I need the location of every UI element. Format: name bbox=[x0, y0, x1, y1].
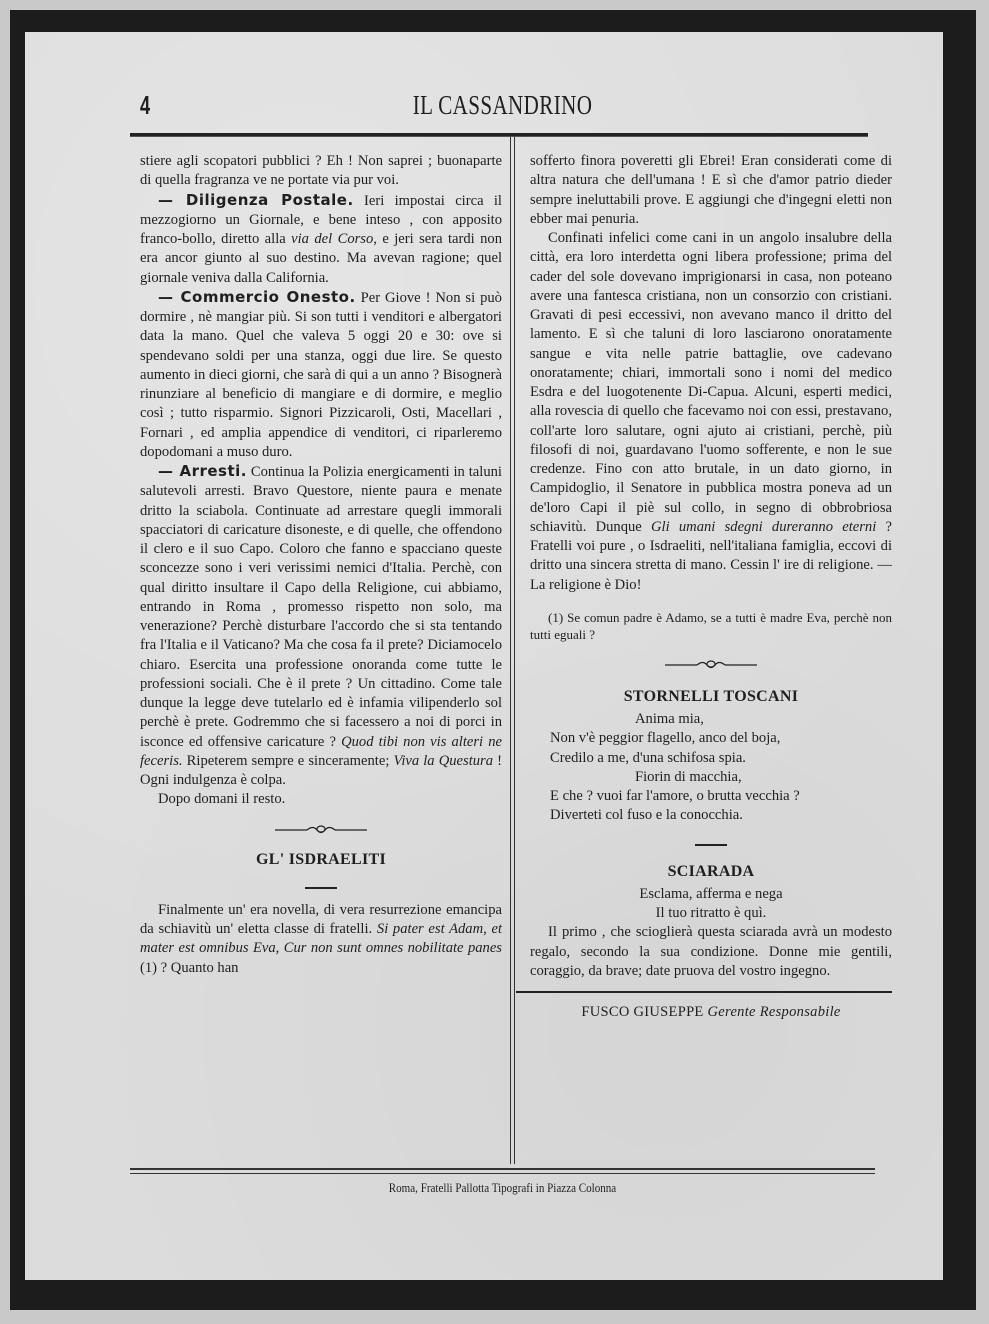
article-diligenza-postale bbox=[140, 191, 502, 288]
newspaper-title: IL CASSANDRINO bbox=[412, 90, 593, 120]
printer-imprint: Roma, Fratelli Pallotta Tipografi in Piazza Colonna bbox=[388, 1180, 617, 1195]
section-rule bbox=[695, 844, 727, 846]
riddle-line: Il tuo ritratto è quì. bbox=[655, 905, 767, 921]
right-column bbox=[530, 152, 892, 1022]
manager-role: Gerente Responsabile bbox=[707, 1003, 841, 1020]
poem-stornelli bbox=[530, 710, 892, 826]
footnote-text: (1) Se comun padre è Adamo, se a tutti è madre Eva, perchè non tutti eguali ? bbox=[530, 609, 892, 642]
title-rule bbox=[305, 887, 337, 889]
rubric-diligenza: — Diligenza Postale. bbox=[158, 190, 354, 209]
article-text: Per Giove ! Non si può dormire , nè mangiar più. Si son tutti i venditori e albergatori data la mano. Quel che valeva 5 oggi 20 e 30: ove si spendevano soldi per una stanza, oggi due lire. Se questo aumento in dieci giorni, che sarà di qui a un anno ? Bisognerà rinunziare al beneficio di mangiare e di dormire, e meglio così ; tutto risparmio. Signori Pizzicaroli, Osti, Macellari , Fornari , ed amplia appendice di venditori, ci riparleremo dopodomani a muso duro. bbox=[140, 289, 502, 460]
article-text: (1) ? Quanto han bbox=[140, 959, 239, 976]
poem-line: E che ? vuoi far l'amore, o brutta vecchia ? bbox=[550, 788, 800, 804]
italic-text: Viva la Questura bbox=[393, 752, 494, 769]
poem-line: Fiorin di macchia, bbox=[635, 768, 742, 785]
page-number: 4 bbox=[140, 90, 151, 120]
italic-text: Gli umani sdegni dureranno eterni bbox=[651, 518, 877, 535]
isdraeliti-continuation: sofferto finora poveretti gli Ebrei! Eran considerati come di altra natura che dell'umana ! E sì che d'amor patrio dieder sempre ineluttabili prove. E aggiungi che d'ingegni eletti non ebber mai penuria. bbox=[530, 153, 892, 227]
rubric-arresti: — Arresti. bbox=[158, 462, 247, 480]
article-text: ? Fratelli voi pure , o Isdraeliti, nell'italiana famiglia, eccovi di dritto una sincera stretta di mano. Cessin l' ire di religione. — La religione è Dio! bbox=[530, 518, 892, 593]
footnote bbox=[530, 609, 892, 643]
italic-text: Si pater est Adam, et mater est omnibus Eva, Cur non sunt omnes nobilitate panes bbox=[140, 921, 502, 957]
article-isdraeliti bbox=[140, 901, 502, 978]
ornament-divider bbox=[273, 822, 369, 836]
section-title-sciarada: SCIARADA bbox=[667, 862, 755, 880]
article-arresti bbox=[140, 462, 502, 790]
poem-line: Diverteti col fuso e la conocchia. bbox=[550, 807, 743, 824]
article-text: Finalmente un' era novella, di vera resurrezione emancipa da schiavitù un' eletta classe di fratelli. bbox=[140, 901, 502, 937]
article-text: Ripeterem sempre e sinceramente; bbox=[182, 752, 394, 769]
responsible-manager bbox=[530, 1003, 892, 1022]
poem-line: Anima mia, bbox=[635, 711, 704, 727]
poem-line: Credilo a me, d'una schifosa spia. bbox=[550, 749, 746, 766]
gerente-rule bbox=[516, 991, 892, 993]
manager-name: FUSCO GIUSEPPE bbox=[581, 1003, 704, 1020]
section-title-stornelli: STORNELLI TOSCANI bbox=[623, 687, 799, 705]
article-text: ! Ogni indulgenza è colpa. bbox=[140, 752, 502, 788]
article-text: Ieri impostai circa il mezzogiorno un Giornale, e bene inteso , con apposito franco-bollo, diretto alla bbox=[140, 192, 502, 247]
italic-text: Quod tibi non vis alteri ne feceris. bbox=[140, 733, 502, 769]
article-commercio-onesto bbox=[140, 288, 502, 462]
footer-rule bbox=[130, 1168, 875, 1174]
closing-line: Dopo domani il resto. bbox=[158, 791, 286, 808]
poem-line: Non v'è peggior flagello, anco del boja, bbox=[550, 730, 781, 747]
masthead bbox=[140, 90, 865, 124]
riddle-text: Il primo , che scioglierà questa sciarada avrà un modesto regalo, secondo la sua condizione. Donne mie gentili, coraggio, da brave; date pruova del vostro ingegno. bbox=[530, 924, 892, 979]
left-column bbox=[140, 152, 502, 978]
article-text: Continua la Polizia energicamenti in taluni salutevoli arresti. Bravo Questore, niente paura e menate dritto la sciabola. Continuate ad arrestare quegli immorali spacciatori di caricature disoneste, e di quelle, che offendono il clero e il suo Capo. Coloro che fanno e spacciano queste sconcezze sono i veri verissimi nemici d'Italia. Perchè, con qual diritto insultare il Capo della Religione, cui abbiamo, entrando in Roma , promesso rispetto non solo, ma venerazione? Perchè disturbare l'accordo che si sta tentando fra l'Italia e il Vaticano? Ma che cosa fa il prete? Diciamocelo chiaro. Esercita una professione onoranda come tutte le professioni sociali. Che è il prete ? Un cittadino. Come tale dunque la legge deve tutelarlo ed è infamia vilipenderlo sol perchè è prete. Godremmo che si facessero a noi di porci in isconce ed offensive caricature ? bbox=[140, 464, 502, 750]
riddle-line: Esclama, afferma e nega bbox=[639, 885, 783, 902]
intro-paragraph: stiere agli scopatori pubblici ? Eh ! Non saprei ; buonaparte di quella fragranza ve ne portate via pur voi. bbox=[140, 153, 502, 189]
header-rule bbox=[130, 133, 868, 137]
italic-text: via del Corso bbox=[291, 231, 374, 247]
column-divider bbox=[510, 137, 515, 1164]
isdraeliti-paragraph bbox=[530, 229, 892, 595]
section-title-isdraeliti: GL' ISDRAELITI bbox=[255, 850, 387, 868]
article-text: , e jeri sera tardi non era ancor giunto al suo destino. Ma avevan ragione; quel giornale veniva dalla California. bbox=[140, 231, 502, 286]
ornament-divider bbox=[663, 657, 759, 671]
article-text: Confinati infelici come cani in un angolo insalubre della città, era loro interdetta ogni libera professione; prima del cader del sole dovevano imprigionarsi in casa, non poteano avere una fantesca cristiana, non un consorzio con cristiani. Gravati di pesi eccessivi, non avevano manco il dritto del lamento. E sì che taluni di loro lasciarono onoratamente sangue e vita nelle patrie battaglie, ove cadevano onoratamente; chiari, immortali sono i nomi del medico Esdra e del luogotenente Di-Capua. Alcuni, esperti medici, alla rovescia di quello che facevamo noi con essi, prestavano, coll'arte loro salutare, ogni ajuto ai cristiani, perchè, più filosofi di noi, guardavano l'uomo sofferente, e non le sue credenze. Fino con atto brutale, in un dato giorno, in Campidoglio, il Senatore in pubblica mostra poneva ad un de'loro Capi il piè sul collo, in segno di obbrobriosa schiavitù. Dunque bbox=[530, 230, 892, 535]
rubric-commercio: — Commercio Onesto. bbox=[158, 287, 356, 306]
